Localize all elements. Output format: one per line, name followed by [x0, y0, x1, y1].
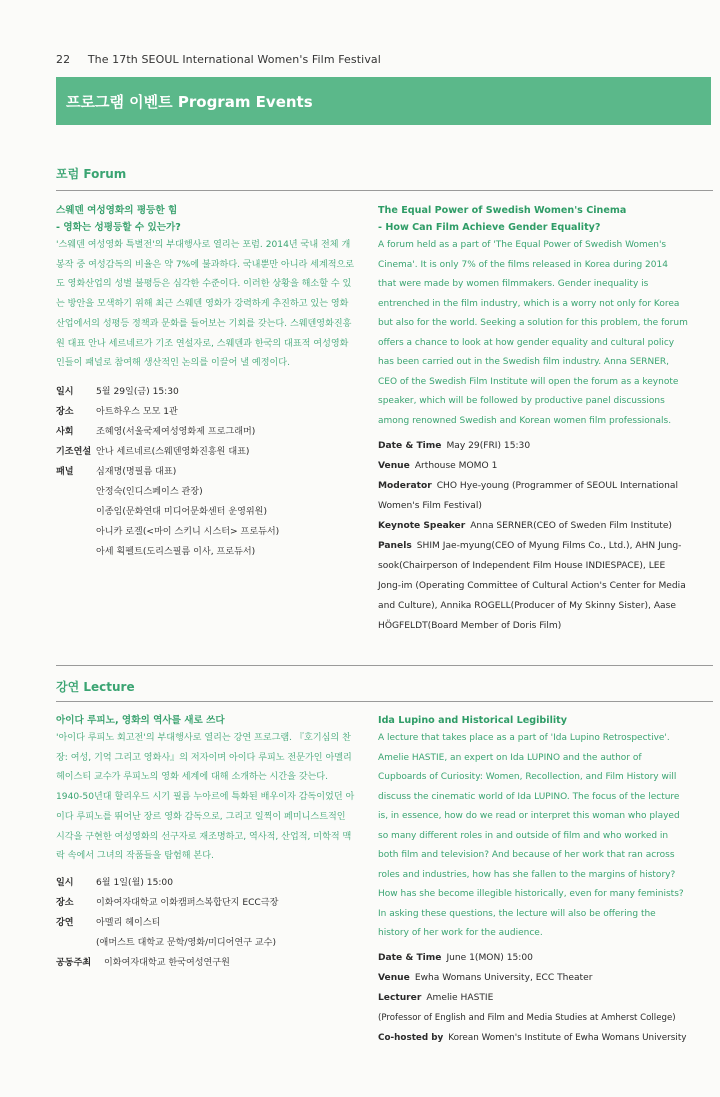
lecture-section-title: 강연 Lecture: [56, 680, 135, 694]
panel-member: 아니카 로겔(<마이 스키니 시스터> 프로듀서): [96, 526, 280, 537]
info-row: Venue Ewha Womans University, ECC Theater: [378, 972, 593, 983]
panel-member: 아세 획펠트(도리스필름 이사, 프로듀서): [96, 546, 256, 557]
info-row: 공동주최 이화여자대학교 한국여성연구원: [56, 957, 230, 968]
info-row: Keynote Speaker Anna SERNER(CEO of Sweden Film Institute): [378, 521, 672, 531]
panel-member: 이종임(문화연대 미디어문화센터 운영위원): [96, 506, 267, 517]
info-row: Date & Time May 29(FRI) 15:30: [378, 441, 531, 451]
info-row: Date & Time June 1(MON) 15:00: [378, 952, 533, 963]
lecture-en-body: A lecture that takes place as a part of 'Ida Lupino Retrospective'. Amelie HASTIE, an expert on Ida LUPINO and the author of Cupboards of Curiosity: Women, Recollection, and Film History will discuss the cinematic world of Ida LUPINO. The focus of the lecture is, in essence, how do we read or interpret this woman who played so many different roles in and outside of film and who worked in both film and television? And because of her work that ran across roles and industries, how has she fallen to the margins of history? How has she become illegible historically, even for many feminists? In asking these questions, the lecture will also be offering the history of her work for the audience.: [378, 733, 684, 938]
info-row: 사회 조혜영(서울국제여성영화제 프로그래머): [56, 426, 256, 437]
info-row: 일시 6월 1일(월) 15:00: [56, 877, 174, 888]
lecture-en-title: Ida Lupino and Historical Legibility: [378, 715, 567, 726]
info-row: 장소 이화여자대학교 이화캠퍼스복합단지 ECC극장: [56, 897, 279, 908]
forum-en-column: [378, 202, 688, 636]
lecture-top-divider: [56, 665, 713, 666]
forum-divider: [56, 190, 713, 191]
lecturer-affiliation: (Professor of English and Film and Media Studies at Amherst College): [378, 1012, 676, 1023]
forum-section-title: 포럼 Forum: [56, 167, 127, 181]
forum-ko-body: '스웨덴 여성영화 특별전'의 부대행사로 열리는 포럼. 2014년 국내 전체 개봉작 중 여성감독의 비율은 약 7%에 불과하다. 국내뿐만 아니라 세계적으로도 영화산업의 성별 불평등은 심각한 수준이다. 이러한 상황을 해소할 수 있는 방안을 모색하기 위해 최근 스웨덴 영화가 강력하게 추진하고 있는 영화산업에서의 성평등 정책과 문화를 들어보는 기회를 갖는다. 스웨덴영화진흥원 대표 안나 세르네르가 기조 연설자로, 스웨덴과 한국의 대표적 여성영화인들이 패널로 참여해 생산적인 논의를 이끌어 낼 예정이다.: [56, 240, 355, 369]
info-row: 기조연설 안나 세르네르(스웨덴영화진흥원 대표): [56, 446, 250, 457]
info-row: 일시 5월 29일(금) 15:30: [56, 386, 179, 397]
info-row: Lecturer Amelie HASTIE: [378, 992, 494, 1003]
running-head: [56, 53, 381, 66]
section-banner: 프로그램 이벤트 Program Events: [56, 77, 711, 125]
lecture-ko-column: [56, 712, 356, 973]
lecturer-affiliation: (애머스트 대학교 문학/영화/미디어연구 교수): [96, 937, 277, 948]
forum-ko-subtitle: - 영화는 성평등할 수 있는가?: [56, 222, 181, 233]
panel-member: 안정숙(인디스페이스 관장): [96, 486, 203, 497]
lecture-divider: [56, 701, 713, 702]
lecture-en-info: [378, 948, 688, 1048]
lecture-ko-title: 아이다 루피노, 영화의 역사를 새로 쓰다: [56, 715, 225, 726]
info-row: Co-hosted by Korean Women's Institute of Ewha Womans University: [378, 1032, 687, 1043]
forum-ko-info: [56, 382, 356, 562]
info-row: 강연 아멜리 헤이스티: [56, 917, 161, 928]
info-row: 장소 아트하우스 모모 1관: [56, 406, 178, 417]
info-row: Panels SHIM Jae-myung(CEO of Myung Films Co., Ltd.), AHN Jung-sook(Chairperson of Independent Film House INDIESPACE), LEE Jong-im (Operating Committee of Cultural Action's Center for Media and Culture), Annika ROGELL(Producer of My Skinny Sister), Aase HÖGFELDT(Board Member of Doris Film): [378, 541, 686, 631]
forum-en-subtitle: - How Can Film Achieve Gender Equality?: [378, 222, 601, 233]
forum-ko-column: [56, 202, 356, 562]
forum-en-info: [378, 436, 688, 636]
lecture-ko-info: [56, 873, 356, 973]
info-row: 패널 심재명(명필름 대표): [56, 466, 177, 477]
lecture-ko-body: '아이다 루피노 회고전'의 부대행사로 열리는 강연 프로그램. 『호기심의 찬장: 여성, 기억 그리고 영화사』의 저자이며 아이다 루피노 전문가인 아멜리 헤이스티 교수가 루피노의 영화 세계에 대해 소개하는 시간을 갖는다. 1940-50년대 할리우드 시기 필름 누아르에 특화된 배우이자 감독이었던 아이다 루피노를 뛰어난 장르 영화 감독으로, 그리고 일찍이 페미니스트적인 시각을 구현한 여성영화의 선구자로 재조명하고, 역사적, 산업적, 미학적 맥락 속에서 그녀의 작품들을 탐험해 본다.: [56, 733, 355, 862]
running-title: The 17th SEOUL International Women's Film Festival: [87, 53, 381, 66]
info-row: Moderator CHO Hye-young (Programmer of SEOUL International Women's Film Festival): [378, 481, 678, 511]
lecture-en-column: [378, 712, 688, 1048]
forum-ko-title: 스웨덴 여성영화의 평등한 힘: [56, 205, 178, 216]
page-number: 22: [56, 53, 71, 66]
forum-en-title: The Equal Power of Swedish Women's Cinema: [378, 205, 627, 216]
info-row: Venue Arthouse MOMO 1: [378, 461, 498, 471]
forum-en-body: A forum held as a part of 'The Equal Power of Swedish Women's Cinema'. It is only 7% of the films released in Korea during 2014 that were made by women filmmakers. Gender inequality is entrenched in the film industry, which is a worry not only for Korea but also for the world. Seeking a solution for this problem, the forum offers a chance to look at how gender equality and cultural policy has been carried out in the Swedish film industry. Anna SERNER, CEO of the Swedish Film Institute will open the forum as a keynote speaker, which will be followed by productive panel discussions among renowned Swedish and Korean women film professionals.: [378, 240, 688, 426]
